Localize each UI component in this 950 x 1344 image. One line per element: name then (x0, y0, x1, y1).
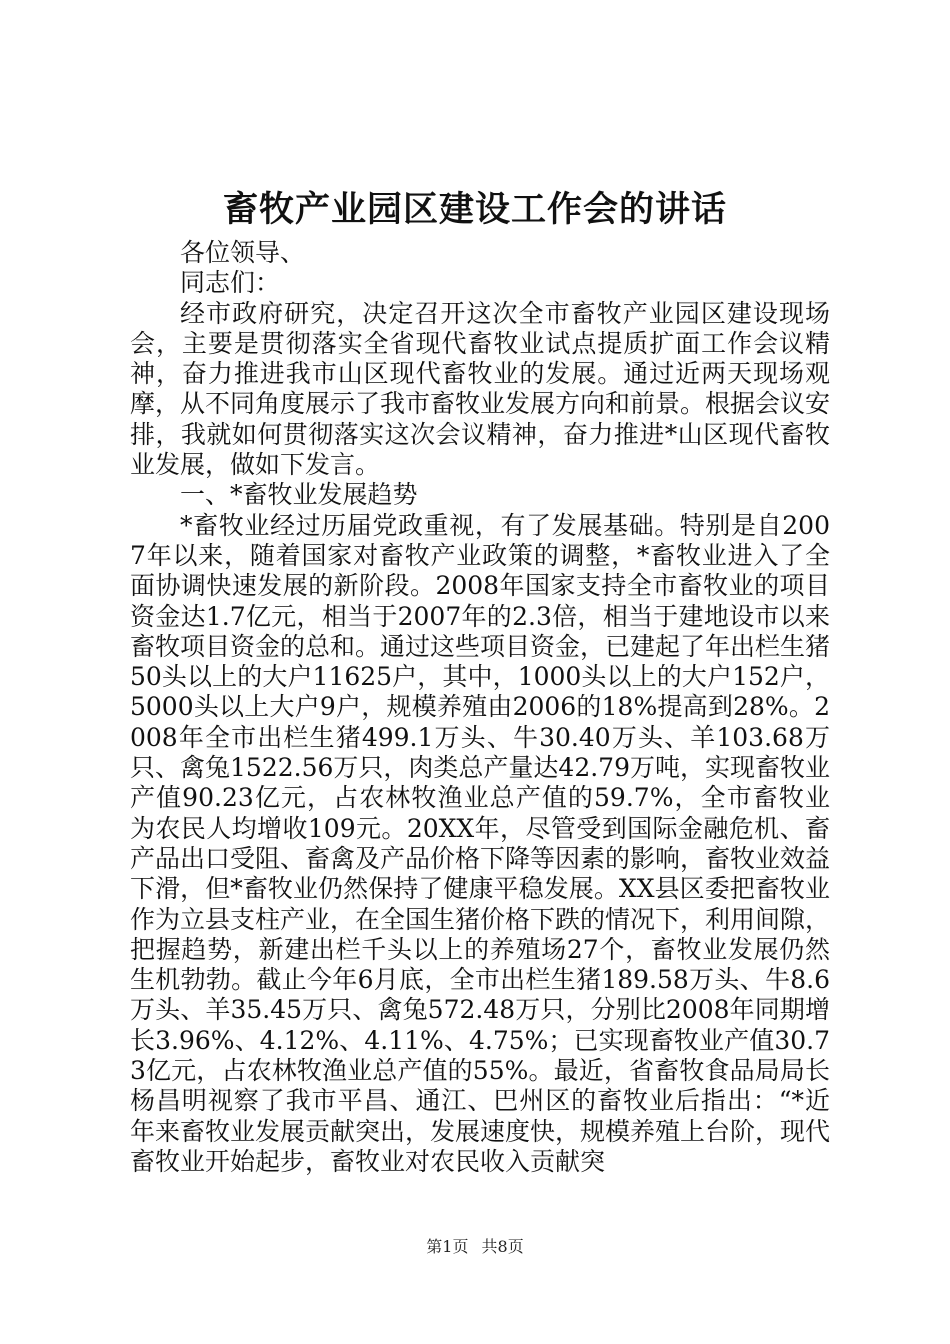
total-pages: 共8页 (481, 1237, 524, 1256)
document-body (130, 238, 830, 1177)
salutation-line-2: 同志们： (180, 268, 281, 298)
paragraph-intro: 经市政府研究，决定召开这次全市畜牧产业园区建设现场会，主要是贯彻落实全省现代畜牧业试点提质扩面工作会议精神，奋力推进我市山区现代畜牧业的发展。通过近两天现场观摩，从不同角度展示了我市畜牧业发展方向和前景。根据会议安排，我就如何贯彻落实这次会议精神，奋力推进*山区现代畜牧业发展，做如下发言。 (130, 298, 831, 480)
page-number: 第1页 (426, 1237, 469, 1256)
paragraph-development: *畜牧业经过历届党政重视，有了发展基础。特别是自2007年以来，随着国家对畜牧产业政策的调整，*畜牧业进入了全面协调快速发展的新阶段。2008年国家支持全市畜牧业的项目资金达1.7亿元，相当于2007年的2.3倍，相当于建地设市以来畜牧项目资金的总和。通过这些项目资金，已建起了年出栏生猪50头以上的大户11625户，其中，1000头以上的大户152户，5000头以上大户9户，规模养殖由2006的18%提高到28%。2008年全市出栏生猪499.1万头、牛30.40万头、羊103.68万只、禽兔1522.56万只，肉类总产量达42.79万吨，实现畜牧业产值90.23亿元，占农林牧渔业总产值的59.7%，全市畜牧业为农民人均增收109元。20XX年，尽管受到国际金融危机、畜产品出口受阻、畜禽及产品价格下降等因素的影响，畜牧业效益下滑，但*畜牧业仍然保持了健康平稳发展。XX县区委把畜牧业作为立县支柱产业，在全国生猪价格下跌的情况下，利用间隙，把握趋势，新建出栏千头以上的养殖场27个，畜牧业发展仍然生机勃勃。截止今年6月底，全市出栏生猪189.58万头、牛8.6万头、羊35.45万只、禽兔572.48万只，分别比2008年同期增长3.96%、4.12%、4.11%、4.75%；已实现畜牧业产值30.73亿元，占农林牧渔业总产值的55%。最近，省畜牧食品局局长杨昌明视察了我市平昌、通江、巴州区的畜牧业后指出：“*近年来畜牧业发展贡献突出，发展速度快，规模养殖上台阶，现代畜牧业开始起步，畜牧业对农民收入贡献突 (130, 510, 831, 1176)
section-heading: 一、*畜牧业发展趋势 (180, 480, 418, 510)
document-title: 畜牧产业园区建设工作会的讲话 (222, 189, 727, 230)
salutation-line-1: 各位领导、 (180, 238, 306, 267)
page-footer (0, 1236, 950, 1258)
